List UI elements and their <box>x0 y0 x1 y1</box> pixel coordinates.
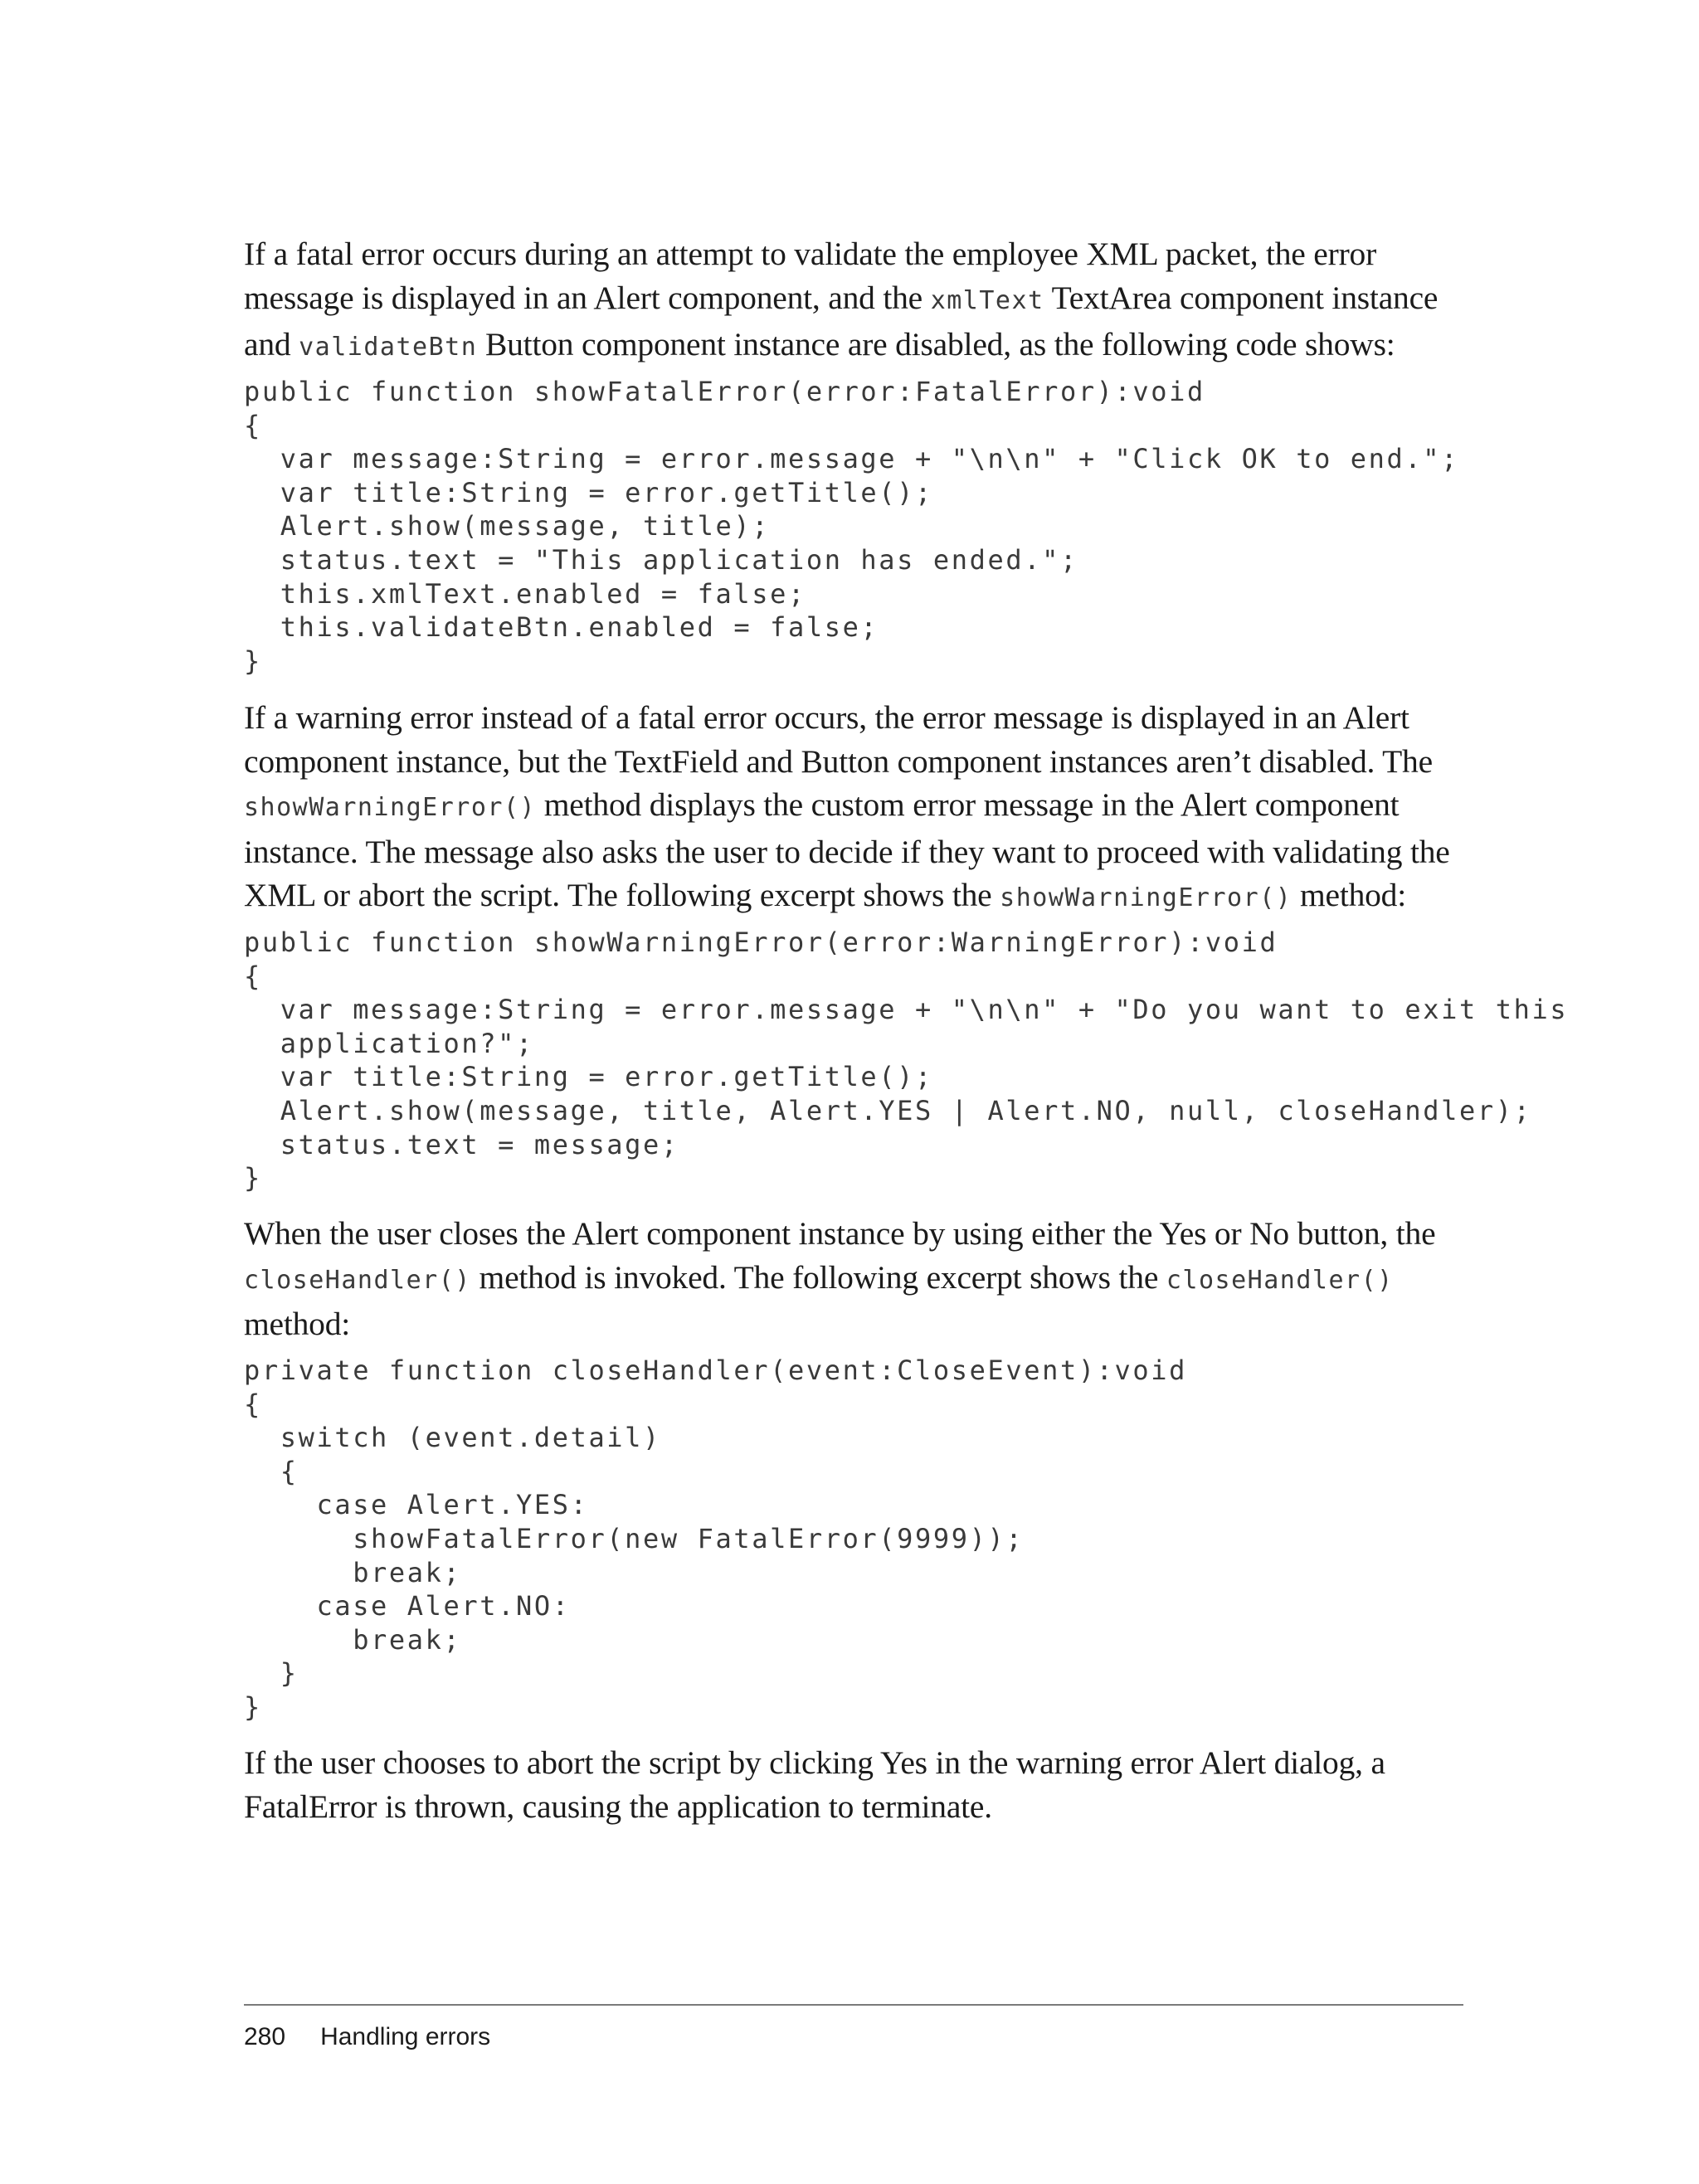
text-line <box>244 1212 1463 1256</box>
code-line: var title:String = error.getTitle(); <box>244 476 933 508</box>
code-line: public function showWarningError(error:WarningError):void <box>244 927 1278 958</box>
inline-code-closehandler: closeHandler() <box>244 1265 471 1295</box>
code-line: { <box>244 960 262 992</box>
paragraph-close-handler-intro <box>244 1212 1463 1346</box>
code-line: break; <box>244 1556 462 1588</box>
text-span: method displays the custom error message in the Alert component <box>536 786 1400 823</box>
page-footer <box>244 2021 490 2054</box>
inline-code-showwarningerror: showWarningError() <box>244 793 537 822</box>
code-block-show-warning-error <box>244 926 1569 1195</box>
code-line: this.xmlText.enabled = false; <box>244 577 806 610</box>
running-section-title: Handling errors <box>320 2023 491 2050</box>
page-number: 280 <box>244 2023 286 2050</box>
code-line: Alert.show(message, title); <box>244 510 771 542</box>
text-span: method is invoked. The following excerpt shows the <box>470 1258 1166 1296</box>
text-line <box>244 783 1463 830</box>
code-line: var message:String = error.message + "\n\n" + "Click OK to end."; <box>244 443 1459 475</box>
code-line: { <box>244 1455 299 1487</box>
inline-code-validatebtn: validateBtn <box>299 333 478 362</box>
text-span: XML or abort the script. The following excerpt shows the <box>244 877 1000 913</box>
text-span: If a fatal error occurs during an attempt to validate the employee XML packet, the error <box>244 236 1377 272</box>
text-span: method: <box>244 1306 351 1342</box>
text-line <box>244 1256 1463 1303</box>
text-line <box>244 1302 1463 1346</box>
code-line: status.text = "This application has ended."; <box>244 543 1078 576</box>
text-line <box>244 1785 1463 1829</box>
code-line: showFatalError(new FatalError(9999)); <box>244 1522 1025 1554</box>
text-span: and <box>244 326 299 362</box>
text-line <box>244 740 1463 784</box>
text-span: If a warning error instead of a fatal error occurs, the error message is displayed in an Alert <box>244 699 1409 736</box>
text-span: When the user closes the Alert component instance by using either the Yes or No button, the <box>244 1215 1436 1252</box>
code-line: var message:String = error.message + "\n\n" + "Do you want to exit this <box>244 994 1569 1026</box>
text-line <box>244 232 1463 276</box>
text-line <box>244 873 1463 921</box>
code-line: } <box>244 1162 262 1194</box>
text-line <box>244 1741 1463 1785</box>
code-line: this.validateBtn.enabled = false; <box>244 611 879 644</box>
text-span: message is displayed in an Alert component, and the <box>244 279 931 316</box>
code-line: } <box>244 1690 262 1723</box>
text-line <box>244 276 1463 323</box>
code-line: case Alert.NO: <box>244 1590 571 1622</box>
text-line <box>244 830 1463 874</box>
text-line <box>244 323 1463 370</box>
text-span: FatalError is thrown, causing the application to terminate. <box>244 1788 992 1825</box>
code-line: switch (event.detail) <box>244 1422 661 1454</box>
inline-code-showwarningerror: showWarningError() <box>1000 883 1293 912</box>
text-span: TextArea component instance <box>1044 279 1439 316</box>
code-line: } <box>244 644 262 677</box>
code-line: application?"; <box>244 1027 534 1059</box>
text-span: method: <box>1292 877 1407 913</box>
text-span: component instance, but the TextField and Button component instances aren’t disabled. The <box>244 742 1433 780</box>
code-line: Alert.show(message, title, Alert.YES | Alert.NO, null, closeHandler); <box>244 1094 1532 1126</box>
code-line: private function closeHandler(event:CloseEvent):void <box>244 1355 1188 1386</box>
code-line: public function showFatalError(error:FatalError):void <box>244 376 1205 407</box>
code-block-show-fatal-error <box>244 375 1472 678</box>
code-block-close-handler <box>244 1354 1472 1724</box>
code-line: break; <box>244 1623 462 1656</box>
text-span: instance. The message also asks the user to decide if they want to proceed with validating the <box>244 833 1450 870</box>
text-line <box>244 696 1463 740</box>
text-span: Button component instance are disabled, as the following code shows: <box>477 326 1395 362</box>
footer-divider <box>244 2004 1463 2006</box>
paragraph-abort-explanation <box>244 1741 1463 1828</box>
paragraph-warning-error-intro <box>244 696 1463 921</box>
text-span: If the user chooses to abort the script by clicking Yes in the warning error Alert dialog, a <box>244 1744 1385 1781</box>
inline-code-xmltext: xmlText <box>930 285 1044 315</box>
code-line: } <box>244 1657 299 1690</box>
code-line: { <box>244 409 262 441</box>
code-line: case Alert.YES: <box>244 1489 589 1521</box>
code-line: { <box>244 1388 262 1420</box>
paragraph-fatal-error-intro <box>244 232 1463 370</box>
code-line: status.text = message; <box>244 1128 679 1160</box>
inline-code-closehandler: closeHandler() <box>1166 1265 1394 1295</box>
code-line: var title:String = error.getTitle(); <box>244 1061 933 1093</box>
